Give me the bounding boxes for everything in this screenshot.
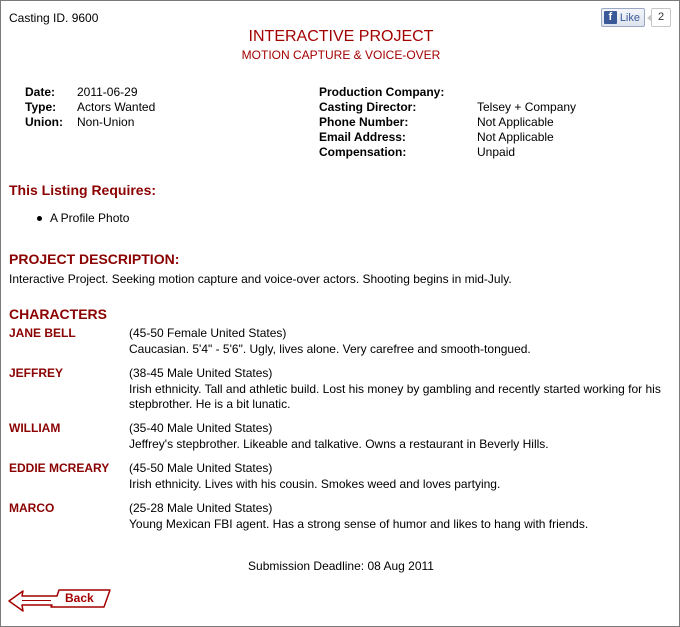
character-name: WILLIAM <box>9 421 61 435</box>
list-item <box>37 211 129 225</box>
requirements-list <box>37 211 129 225</box>
detail-label: Date: <box>25 85 56 99</box>
detail-row-email <box>319 130 576 145</box>
character-row <box>9 461 677 492</box>
character-meta: (38-45 Male United States) <box>129 366 273 380</box>
detail-value: Telsey + Company <box>477 100 577 114</box>
details-left <box>25 85 155 130</box>
character-description: Irish ethnicity. Tall and athletic build. Lost his money by gambling and recently started working for his stepbrother. He is a bit lunatic. <box>129 381 661 411</box>
character-name: EDDIE MCREARY <box>9 461 110 475</box>
facebook-like-button[interactable] <box>601 8 645 27</box>
character-name: JEFFREY <box>9 366 64 380</box>
casting-id: Casting ID. 9600 <box>9 11 99 25</box>
facebook-like-widget <box>601 8 671 27</box>
detail-label: Casting Director: <box>319 100 417 114</box>
detail-label: Union: <box>25 115 63 129</box>
detail-value: Non-Union <box>77 115 135 129</box>
character-description: Jeffrey's stepbrother. Likeable and talkative. Owns a restaurant in Beverly Hills. <box>129 436 549 451</box>
detail-label: Email Address: <box>319 130 406 144</box>
detail-row-production-company <box>319 85 576 100</box>
character-body <box>129 461 677 492</box>
detail-row-date <box>25 85 155 100</box>
character-description: Irish ethnicity. Lives with his cousin. Smokes weed and loves partying. <box>129 476 501 491</box>
submission-deadline: Submission Deadline: 08 Aug 2011 <box>248 559 434 573</box>
detail-label: Compensation: <box>319 145 407 159</box>
character-meta: (35-40 Male United States) <box>129 421 273 435</box>
detail-row-casting-director <box>319 100 576 115</box>
bullet-icon <box>37 216 42 221</box>
project-title: INTERACTIVE PROJECT <box>248 28 434 45</box>
back-button[interactable] <box>7 587 113 613</box>
character-name: MARCO <box>9 501 55 515</box>
character-description: Caucasian. 5'4" - 5'6". Ugly, lives alone. Very carefree and smooth-tongued. <box>129 341 531 356</box>
back-arrow-icon <box>7 587 113 613</box>
detail-label: Type: <box>25 100 57 114</box>
requirements-heading: This Listing Requires: <box>9 182 157 198</box>
description-text: Interactive Project. Seeking motion capture and voice-over actors. Shooting begins in mid-July. <box>9 272 512 286</box>
detail-value: Actors Wanted <box>77 100 156 114</box>
character-body <box>129 326 677 357</box>
detail-value: Not Applicable <box>477 115 554 129</box>
character-meta: (45-50 Female United States) <box>129 326 287 340</box>
character-row <box>9 501 677 532</box>
character-row <box>9 421 677 452</box>
detail-value: 2011-06-29 <box>77 85 138 99</box>
character-description: Young Mexican FBI agent. Has a strong sense of humor and likes to hang with friends. <box>129 516 589 531</box>
description-heading: PROJECT DESCRIPTION: <box>9 251 180 267</box>
character-body <box>129 501 677 532</box>
detail-label: Production Company: <box>319 85 445 99</box>
character-body <box>129 366 677 413</box>
detail-value: Not Applicable <box>477 130 554 144</box>
character-row <box>9 326 677 357</box>
project-subtitle: MOTION CAPTURE & VOICE-OVER <box>241 48 441 62</box>
like-label: Like <box>619 11 640 24</box>
detail-row-compensation <box>319 145 576 160</box>
detail-row-phone <box>319 115 576 130</box>
facebook-icon: f <box>604 11 617 24</box>
like-count: 2 <box>651 8 671 27</box>
details-right <box>319 85 576 160</box>
character-row <box>9 366 677 413</box>
characters-heading: CHARACTERS <box>9 306 107 322</box>
character-name: JANE BELL <box>9 326 76 340</box>
requirement-text: A Profile Photo <box>50 211 130 225</box>
detail-row-type <box>25 100 155 115</box>
detail-label: Phone Number: <box>319 115 409 129</box>
detail-row-union <box>25 115 155 130</box>
detail-value: Unpaid <box>477 145 516 159</box>
character-body <box>129 421 677 452</box>
character-meta: (45-50 Male United States) <box>129 461 273 475</box>
back-label: Back <box>65 591 94 605</box>
character-meta: (25-28 Male United States) <box>129 501 273 515</box>
